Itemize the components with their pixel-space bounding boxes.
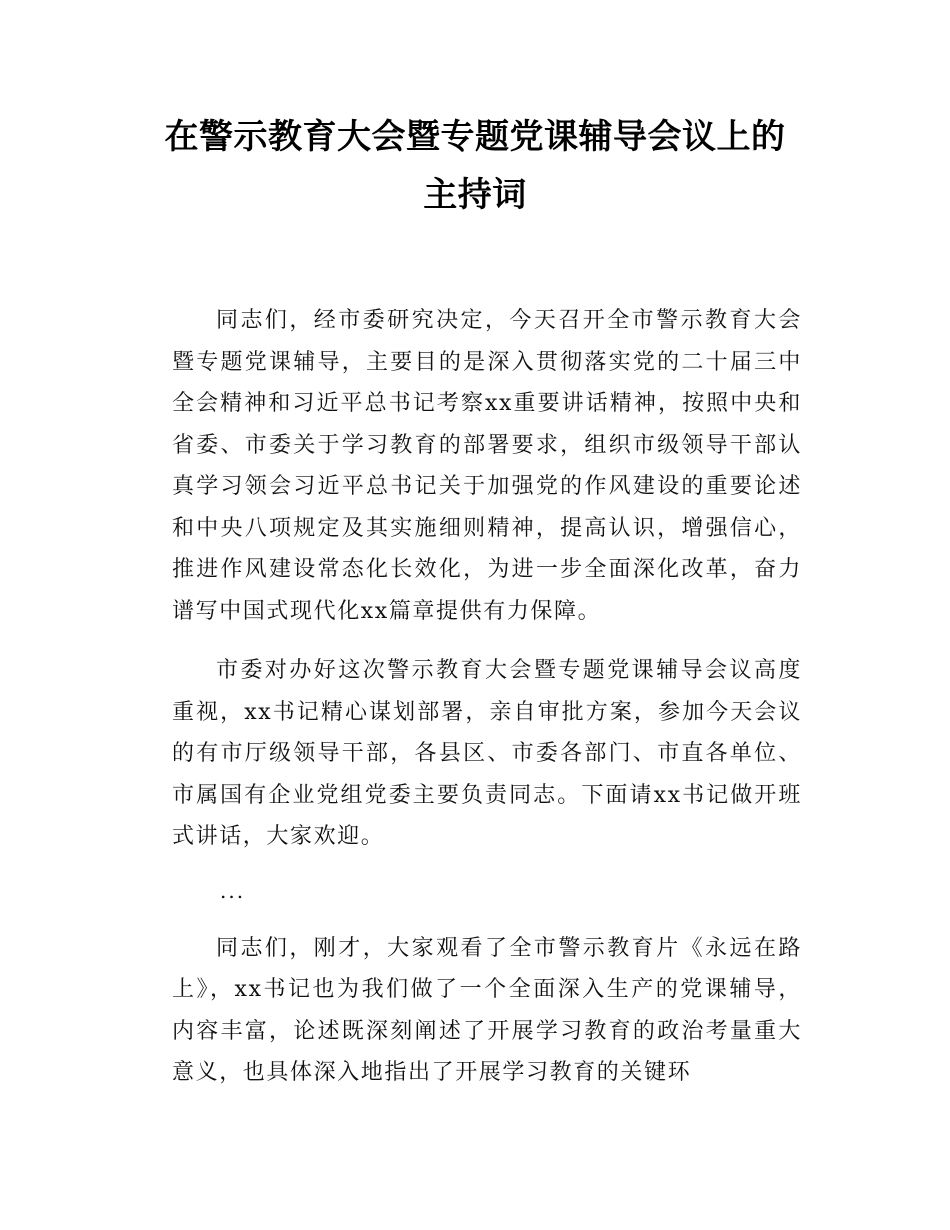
document-body — [172, 300, 802, 1112]
paragraph-summary: 同志们，刚才，大家观看了全市警示教育片《永远在路上》，xx书记也为我们做了一个全面深入生产的党课辅导，内容丰富，论述既深刻阐述了开展学习教育的政治考量重大意义，也具体深入地指出了开展学习教育的关键环 — [172, 935, 802, 1085]
section-break-ellipsis: ... — [220, 878, 246, 903]
paragraph-opening: 同志们，经市委研究决定，今天召开全市警示教育大会暨专题党课辅导，主要目的是深入贯彻落实党的二十届三中全会精神和习近平总书记考察xx重要讲话精神，按照中央和省委、市委关于学习教育的部署要求，组织市级领导干部认真学习领会习近平总书记关于加强党的作风建设的重要论述和中央八项规定及其实施细则精神，提高认识，增强信心，推进作风建设常态化长效化，为进一步全面深化改革，奋力谱写中国式现代化xx篇章提供有力保障。 — [172, 308, 802, 624]
document-title: 在警示教育大会暨专题党课辅导会议上的主持词 — [164, 117, 786, 215]
paragraph-attendance: 市委对办好这次警示教育大会暨专题党课辅导会议高度重视，xx书记精心谋划部署，亲自审批方案，参加今天会议的有市厅级领导干部，各县区、市委各部门、市直各单位、市属国有企业党组党委主要负责同志。下面请xx书记做开班式讲话，大家欢迎。 — [172, 658, 802, 849]
